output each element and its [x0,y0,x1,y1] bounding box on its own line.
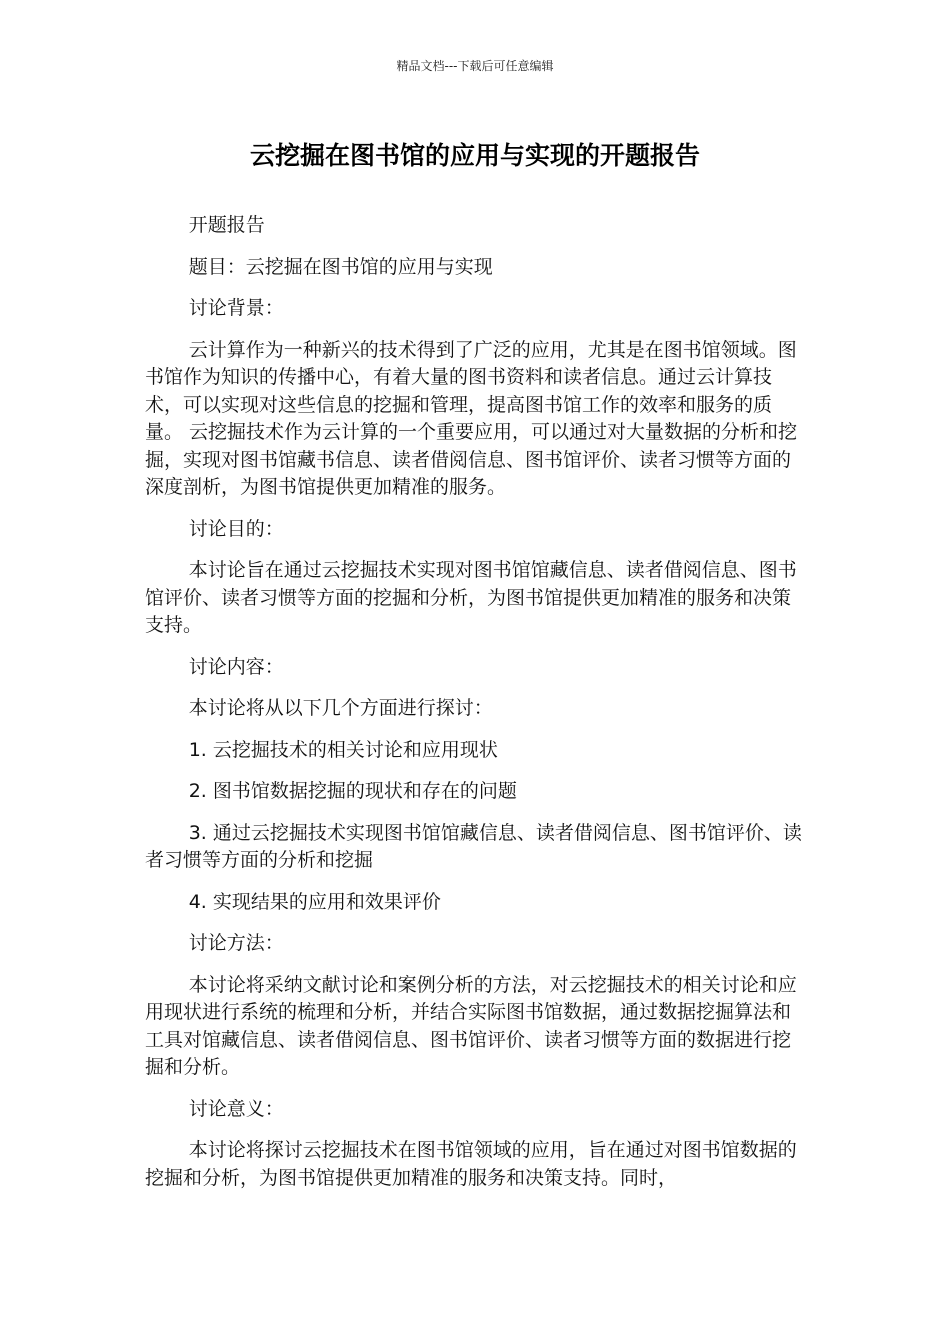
heading-significance: 讨论意义： [188,1097,284,1120]
paragraph-method: 本讨论将采纳文献讨论和案例分析的方法，对云挖掘技术的相关讨论和应用现状进行系统的梳理和分析，并结合实际图书馆数据，通过数据挖掘算法和工具对馆藏信息、读者借阅信息、图书馆评价、读者习惯等方面的数据进行挖掘和分析。 [145,973,797,1078]
document-title: 云挖掘在图书馆的应用与实现的开题报告 [249,141,700,170]
paragraph-background: 云计算作为一种新兴的技术得到了广泛的应用，尤其是在图书馆领域。图书馆作为知识的传播中心，有着大量的图书资料和读者信息。通过云计算技术，可以实现对这些信息的挖掘和管理，提高图书馆工作的效率和服务的质量。 云挖掘技术作为云计算的一个重要应用，可以通过对大量数据的分析和挖掘，实现对图书馆藏书信息、读者借阅信息、图书馆评价、读者习惯等方面的深度剖析，为图书馆提供更加精准的服务。 [145,338,798,498]
paragraph-report-label: 开题报告 [188,214,265,236]
heading-method: 讨论方法： [188,932,284,954]
list-item-3: 3. 通过云挖掘技术实现图书馆馆藏信息、读者借阅信息、图书馆评价、读者习惯等方面的分析和挖掘 [145,821,802,871]
paragraph-content-intro: 本讨论将从以下几个方面进行探讨： [188,697,493,719]
heading-content: 讨论内容： [188,655,284,678]
list-item-1: 1. 云挖掘技术的相关讨论和应用现状 [188,738,498,761]
list-item-4: 4. 实现结果的应用和效果评价 [188,890,441,913]
paragraph-topic: 题目：云挖掘在图书馆的应用与实现 [188,255,493,278]
document-body [145,212,805,1206]
list-item-2: 2. 图书馆数据挖掘的现状和存在的问题 [188,780,517,802]
paragraph-purpose: 本讨论旨在通过云挖掘技术实现对图书馆馆藏信息、读者借阅信息、图书馆评价、读者习惯等方面的挖掘和分析，为图书馆提供更加精准的服务和决策支持。 [145,559,797,636]
heading-purpose: 讨论目的： [188,517,284,540]
heading-background: 讨论背景： [188,297,284,319]
header-note: 精品文档---下载后可任意编辑 [396,59,554,73]
paragraph-significance: 本讨论将探讨云挖掘技术在图书馆领域的应用，旨在通过对图书馆数据的挖掘和分析，为图书馆提供更加精准的服务和决策支持。同时， [145,1139,797,1189]
